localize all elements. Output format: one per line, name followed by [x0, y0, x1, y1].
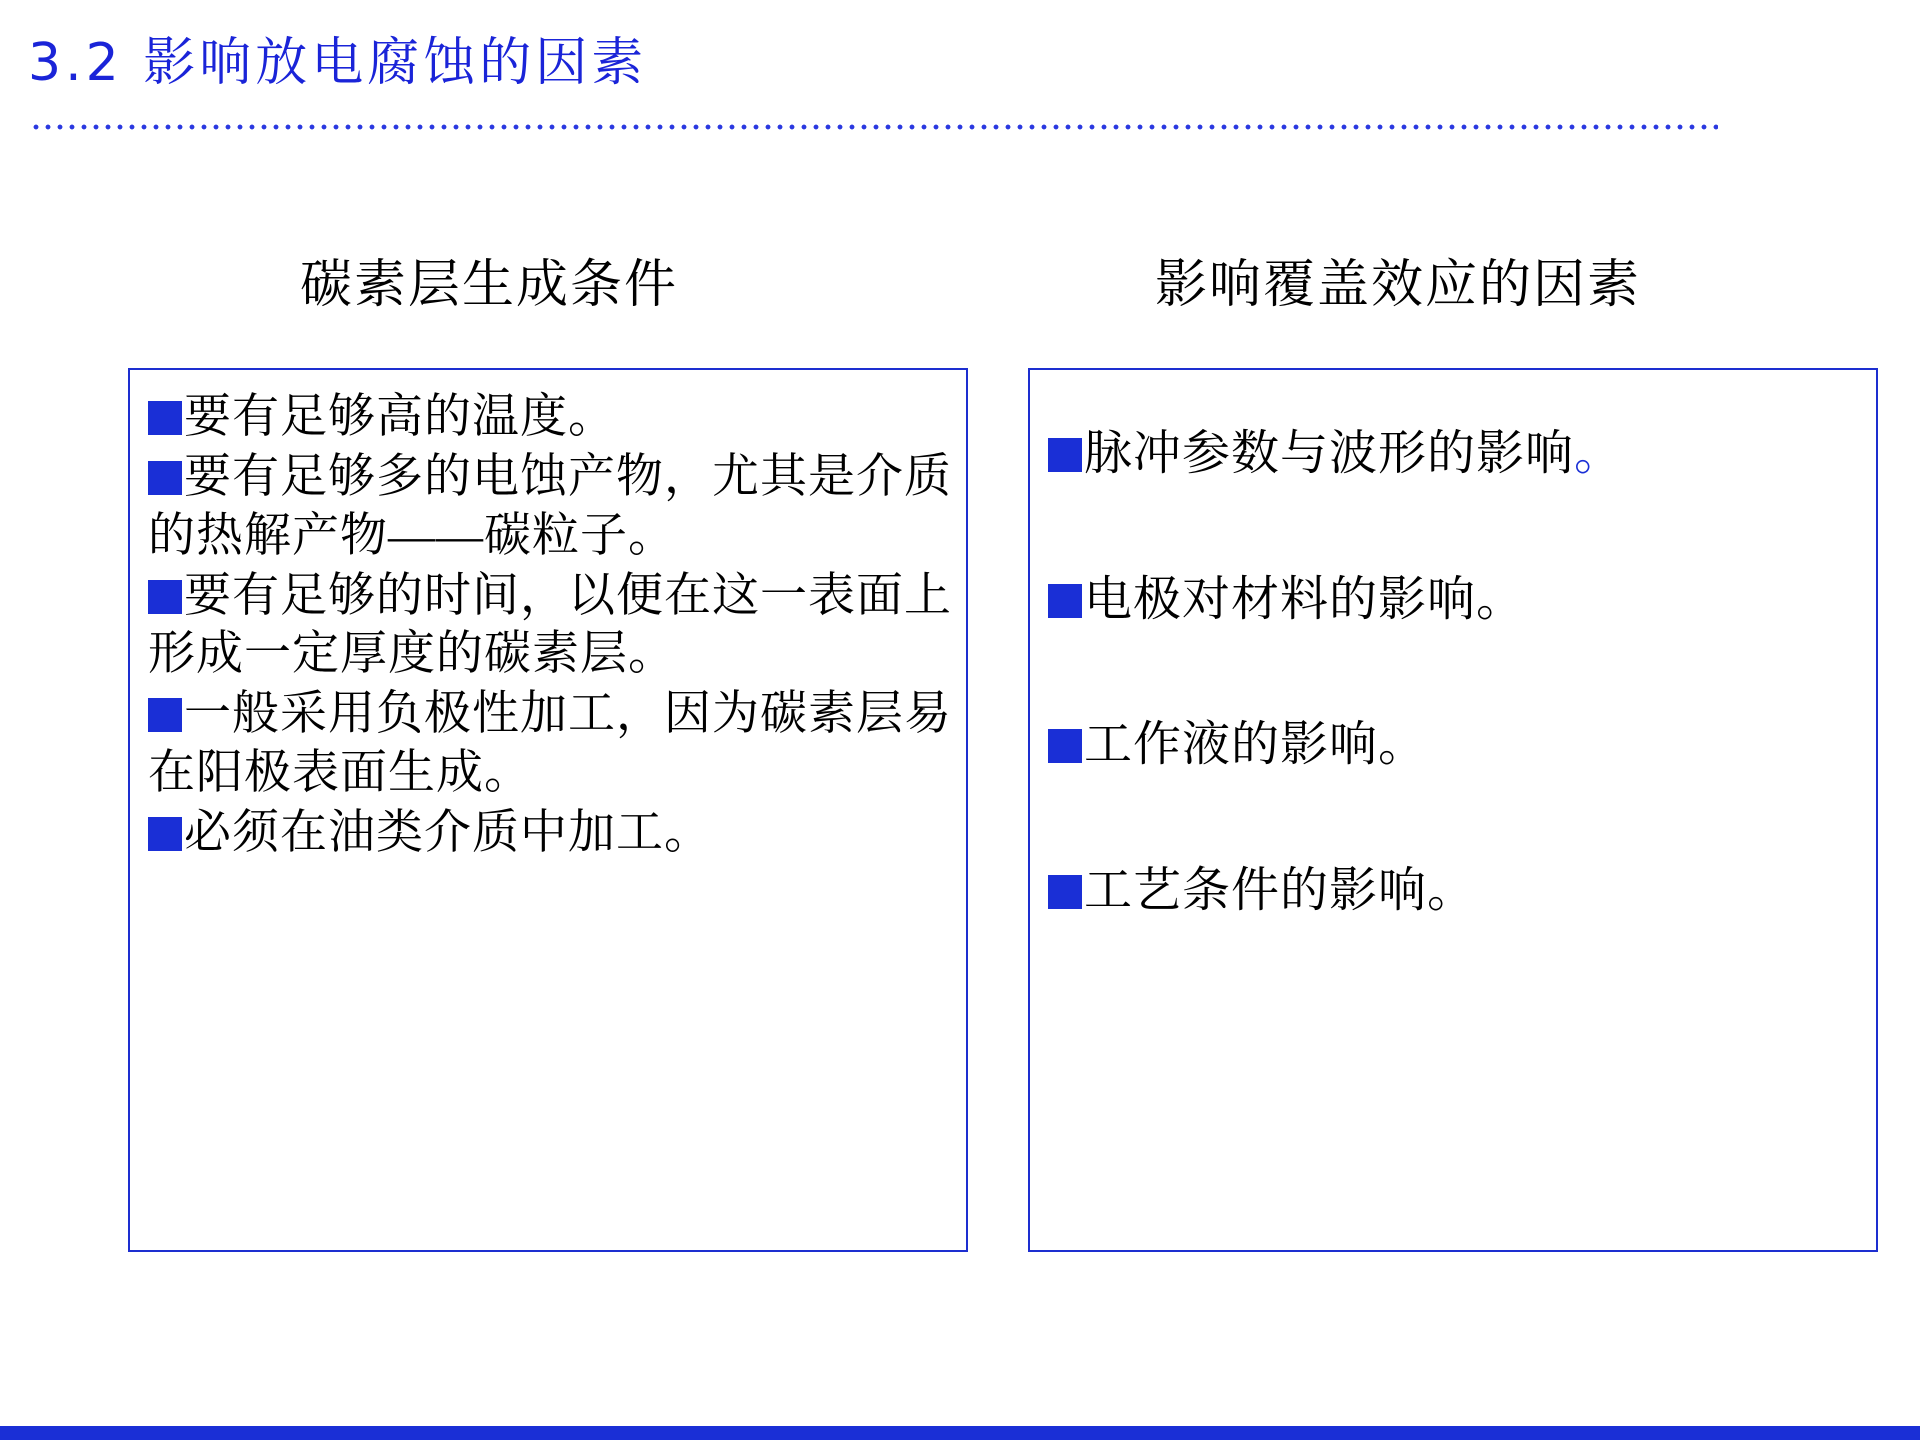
title-divider — [30, 124, 1718, 130]
bullet-list-left — [130, 370, 966, 1250]
bullet-square-icon — [1048, 584, 1082, 618]
list-item: 工作液的影响。 — [1048, 715, 1862, 775]
bottom-accent-bar — [0, 1426, 1920, 1440]
trailing-period: 。 — [1574, 427, 1624, 480]
bullet-square-icon — [148, 698, 182, 732]
list-item: 脉冲参数与波形的影响。 — [1048, 424, 1862, 484]
content-box-left — [128, 368, 968, 1252]
bullet-square-icon — [148, 817, 182, 851]
list-item: 一般采用负极性加工，因为碳素层易在阳极表面生成。 — [148, 688, 952, 799]
list-item: 电极对材料的影响。 — [1048, 570, 1862, 630]
list-item: 工艺条件的影响。 — [1048, 861, 1862, 921]
bullet-square-icon — [148, 580, 182, 614]
bullet-square-icon — [148, 461, 182, 495]
column-heading-left: 碳素层生成条件 — [300, 255, 679, 315]
bullet-square-icon — [1048, 875, 1082, 909]
column-heading-right: 影响覆盖效应的因素 — [1155, 255, 1642, 315]
bullet-square-icon — [1048, 729, 1082, 763]
bullet-list-right — [1030, 370, 1876, 1250]
bullet-square-icon — [1048, 438, 1082, 472]
bullet-square-icon — [148, 401, 182, 435]
list-item: 必须在油类介质中加工。 — [148, 804, 952, 862]
list-item: 要有足够多的电蚀产物，尤其是介质的热解产物——碳粒子。 — [148, 451, 952, 562]
list-item: 要有足够的时间，以便在这一表面上形成一定厚度的碳素层。 — [148, 569, 952, 681]
page-title: 3.2 影响放电腐蚀的因素 — [28, 33, 648, 93]
list-item: 要有足够高的温度。 — [148, 388, 952, 446]
content-box-right — [1028, 368, 1878, 1252]
